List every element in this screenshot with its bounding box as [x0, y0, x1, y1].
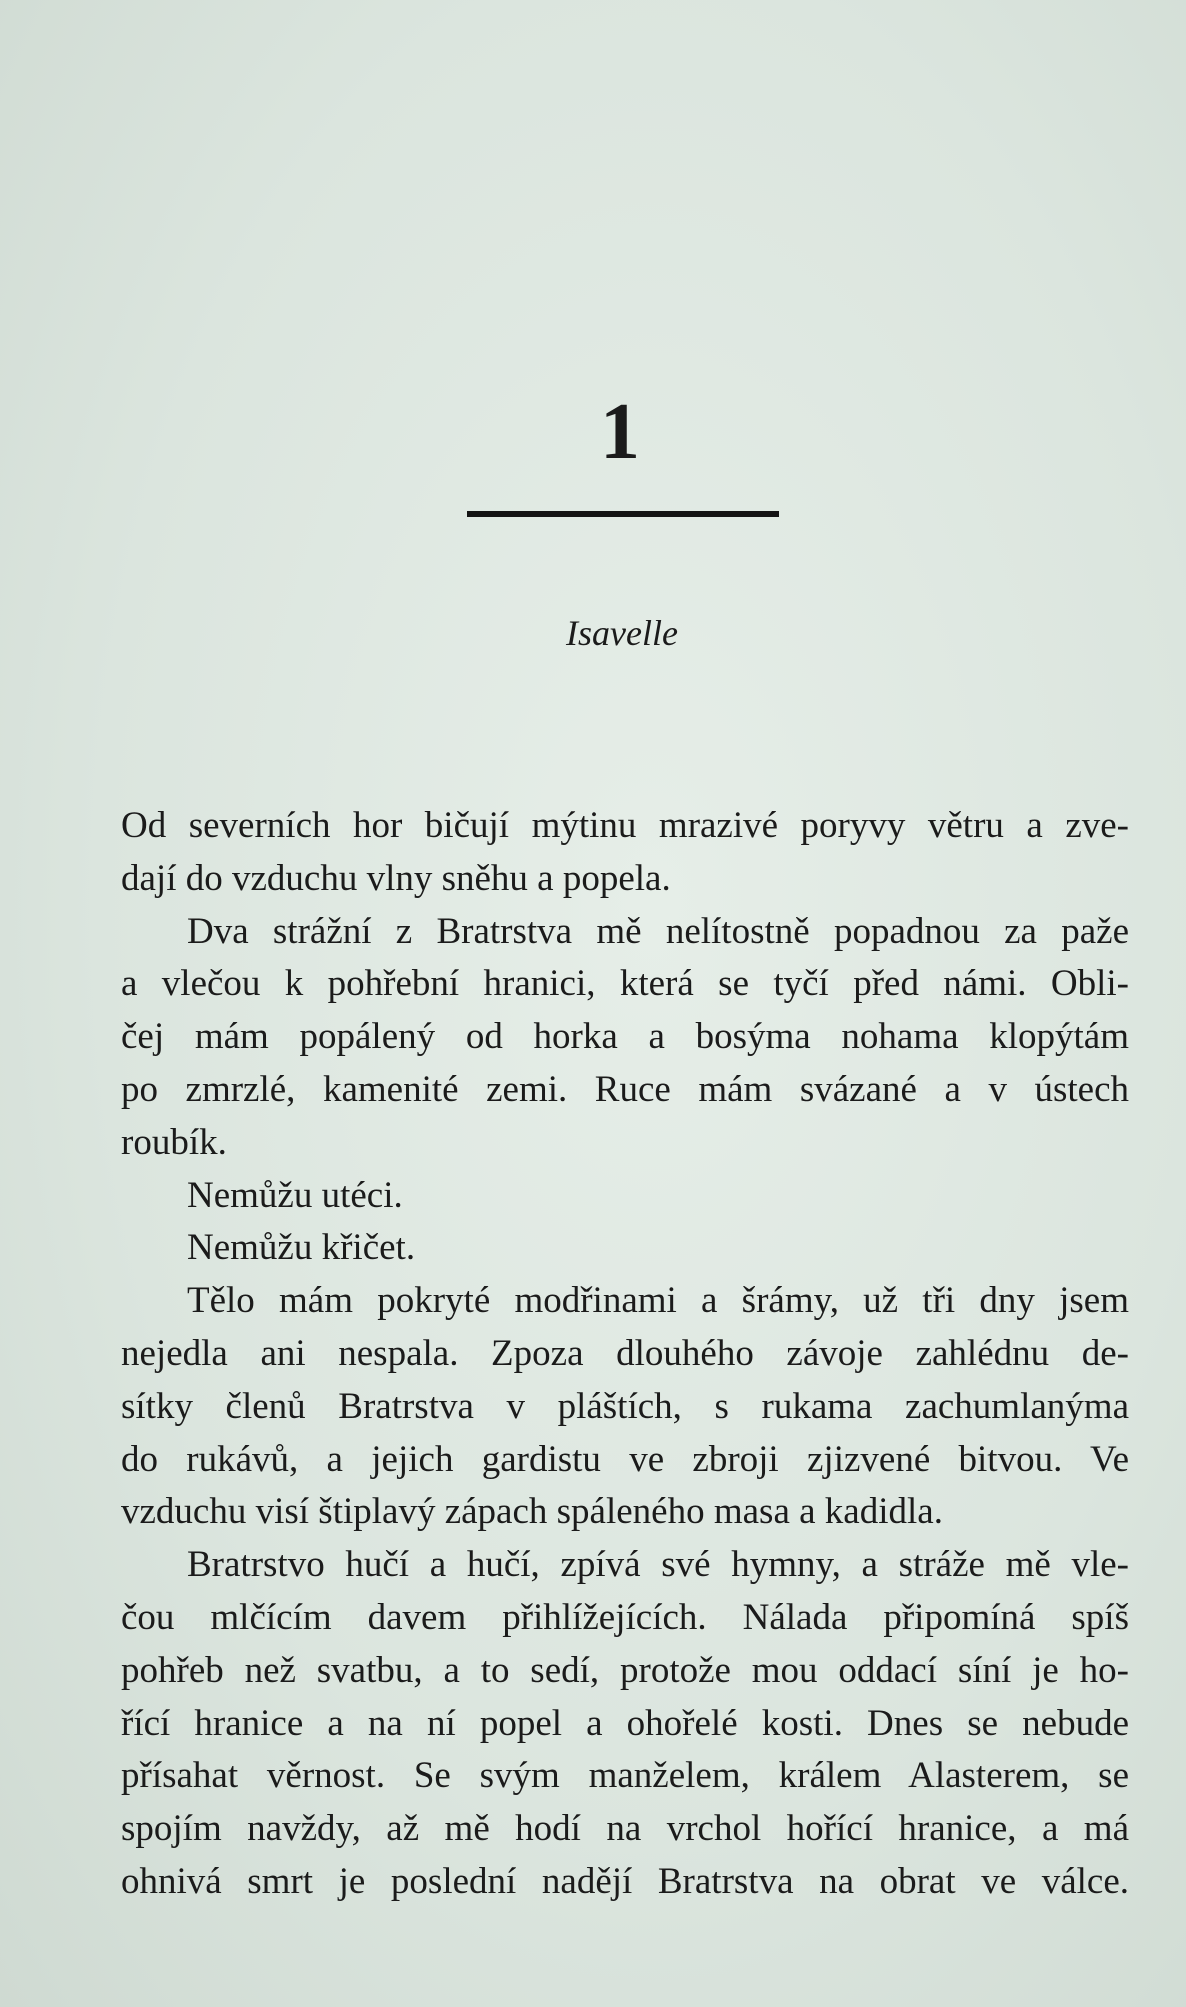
- body-text-line: Nemůžu utéci.: [187, 1174, 403, 1216]
- body-text-line: do rukávů, a jejich gardistu ve zbroji zjizvené bitvou. Ve: [121, 1438, 1129, 1480]
- chapter-subtitle: Isavelle: [566, 613, 678, 653]
- running-header: [0, 70, 1186, 130]
- body-text-line: pohřeb než svatbu, a to sedí, protože mou oddací síní je ho-: [121, 1649, 1129, 1691]
- body-text-line: přísahat věrnost. Se svým manželem, králem Alasterem, se: [121, 1755, 1129, 1797]
- body-text-line: sítky členů Bratrstva v pláštích, s rukama zachumlanýma: [121, 1385, 1129, 1427]
- chapter-rule-divider: [467, 511, 779, 517]
- body-text-line: Bratrstvo hučí a hučí, zpívá své hymny, a stráže mě vle-: [187, 1544, 1129, 1586]
- body-text-line: roubík.: [121, 1121, 227, 1163]
- body-text-line: ohnivá smrt je poslední nadějí Bratrstva na obrat ve válce.: [121, 1860, 1129, 1902]
- body-text-line: čej mám popálený od horka a bosýma nohama klopýtám: [121, 1016, 1129, 1058]
- body-text-line: nejedla ani nespala. Zpoza dlouhého závoje zahlédnu de-: [121, 1332, 1129, 1374]
- body-text-line: spojím navždy, až mě hodí na vrchol hořící hranice, a má: [121, 1808, 1129, 1850]
- body-text-line: Nemůžu křičet.: [187, 1227, 416, 1269]
- body-text-line: řící hranice a na ní popel a ohořelé kosti. Dnes se nebude: [121, 1702, 1129, 1744]
- body-text-line: Od severních hor bičují mýtinu mrazivé poryvy větru a zve-: [121, 805, 1129, 846]
- body-text-line: čou mlčícím davem přihlížejících. Nálada připomíná spíš: [121, 1596, 1129, 1638]
- body-text-line: po zmrzlé, kamenité zemi. Ruce mám svázané a v ústech: [121, 1068, 1129, 1110]
- chapter-number: 1: [600, 388, 640, 476]
- chapter-body-text: [121, 800, 1129, 1909]
- body-text-line: a vlečou k pohřební hranici, která se tyčí před námi. Obli-: [121, 963, 1129, 1005]
- body-text-line: dají do vzduchu vlny sněhu a popela.: [121, 857, 671, 899]
- body-text-line: Tělo mám pokryté modřinami a šrámy, už tři dny jsem: [187, 1280, 1129, 1322]
- body-text-line: vzduchu visí štiplavý zápach spáleného masa a kadidla.: [121, 1491, 943, 1533]
- body-text-line: Dva strážní z Bratrstva mě nelítostně popadnou za paže: [187, 910, 1129, 952]
